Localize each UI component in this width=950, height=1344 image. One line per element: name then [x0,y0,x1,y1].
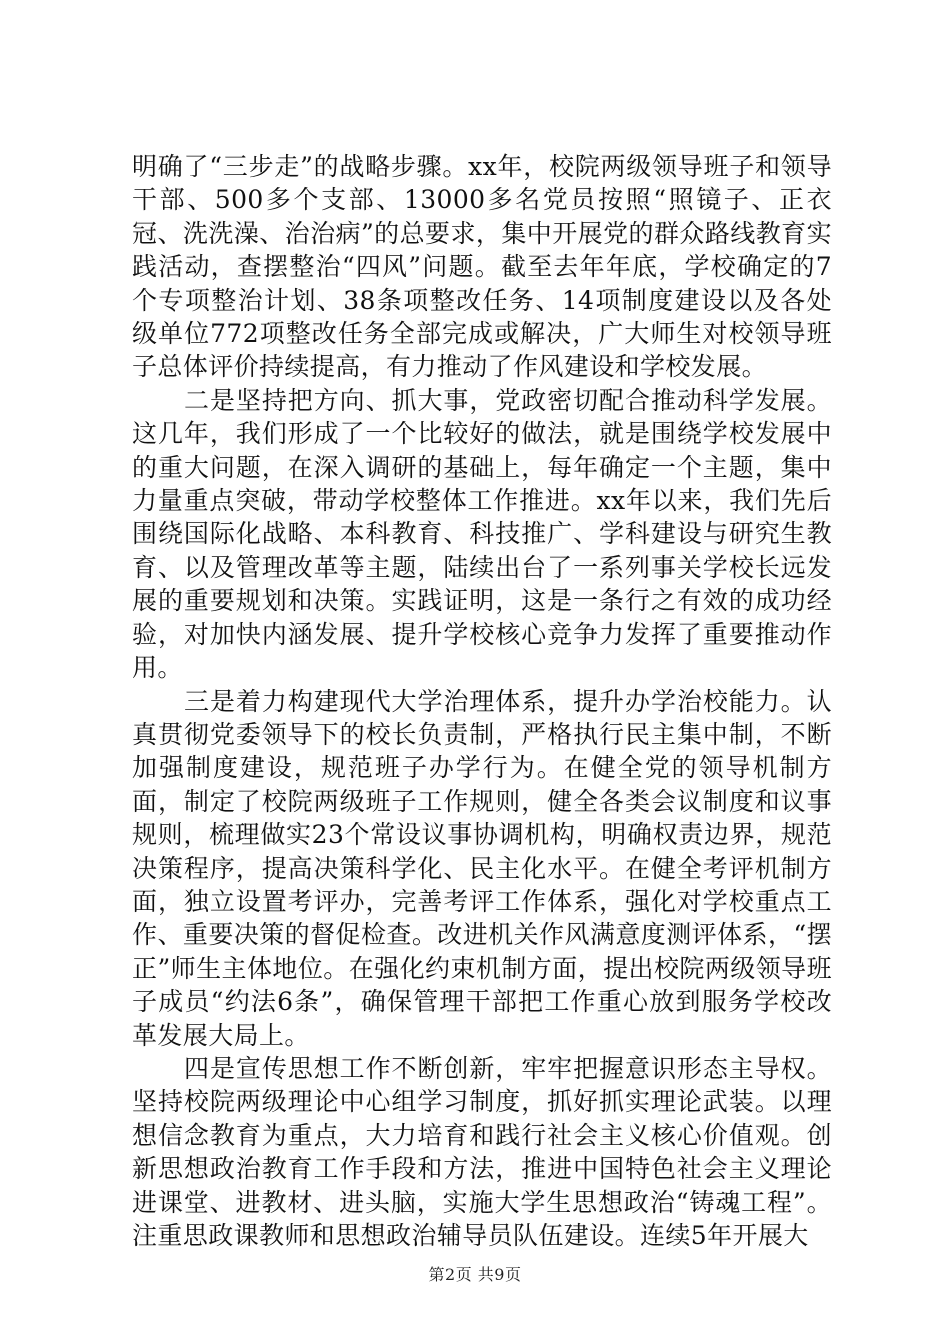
page-number-footer: 第2页 共9页 [428,1265,522,1284]
paragraph-point-four: 四是宣传思想工作不断创新，牢牢把握意识形态主导权。坚持校院两级理论中心组学习制度，抓好抓实理论武装。以理想信念教育为重点，大力培育和践行社会主义核心价值观。创新思想政治教育工作手段和方法，推进中国特色社会主义理论进课堂、进教材、进头脑，实施大学生思想政治“铸魂工程”。注重思政课教师和思想政治辅导员队伍建设。连续5年开展大 [132,1053,832,1250]
paragraph-point-two: 二是坚持把方向、抓大事，党政密切配合推动科学发展。这几年，我们形成了一个比较好的做法，就是围绕学校发展中的重大问题，在深入调研的基础上，每年确定一个主题，集中力量重点突破，带动学校整体工作推进。xx年以来，我们先后围绕国际化战略、本科教育、科技推广、学科建设与研究生教育、以及管理改革等主题，陆续出台了一系列事关学校长远发展的重要规划和决策。实践证明，这是一条行之有效的成功经验，对加快内涵发展、提升学校核心竞争力发挥了重要推动作用。 [132,385,832,683]
paragraph-point-three: 三是着力构建现代大学治理体系，提升办学治校能力。认真贯彻党委领导下的校长负责制，严格执行民主集中制，不断加强制度建设，规范班子办学行为。在健全党的领导机制方面，制定了校院两级班子工作规则，健全各类会议制度和议事规则，梳理做实23个常设议事协调机构，明确权责边界，规范决策程序，提高决策科学化、民主化水平。在健全考评机制方面，独立设置考评办，完善考评工作体系，强化对学校重点工作、重要决策的督促检查。改进机关作风满意度测评体系，“摆正”师生主体地位。在强化约束机制方面，提出校院两级领导班子成员“约法6条”，确保管理干部把工作重心放到服务学校改革发展大局上。 [132,686,832,1050]
document-body [132,150,832,1252]
paragraph-continued: 明确了“三步走”的战略步骤。xx年，校院两级领导班子和领导干部、500多个支部、13000多名党员按照“照镜子、正衣冠、洗洗澡、治治病”的总要求，集中开展党的群众路线教育实践活动，查摆整治“四风”问题。截至去年年底，学校确定的7个专项整治计划、38条项整改任务、14项制度建设以及各处级单位772项整改任务全部完成或解决，广大师生对校领导班子总体评价持续提高，有力推动了作风建设和学校发展。 [132,152,832,382]
